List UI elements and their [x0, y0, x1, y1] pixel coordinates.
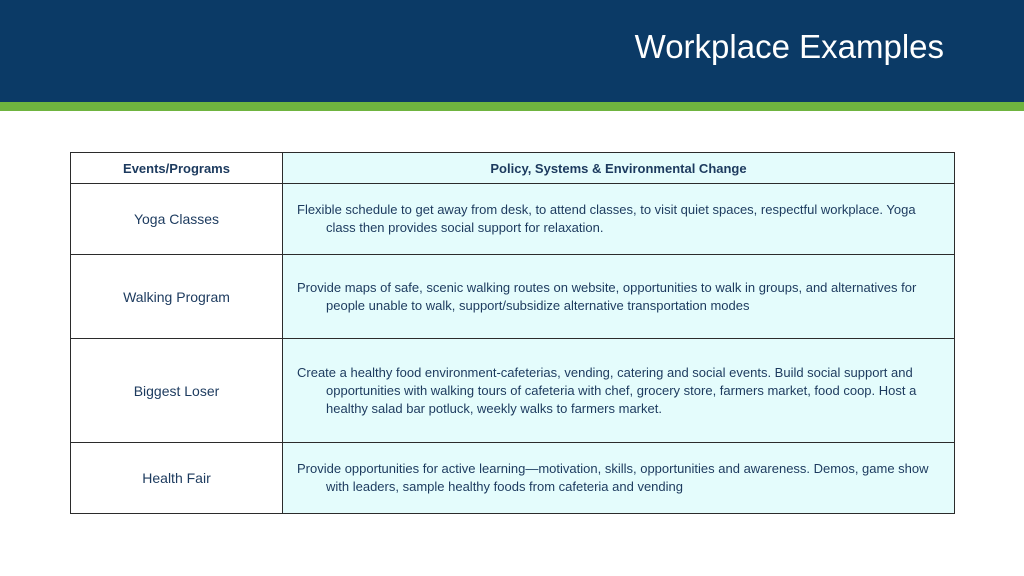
slide-title: Workplace Examples: [634, 28, 944, 65]
event-cell: Health Fair: [71, 443, 283, 514]
policy-text: Create a healthy food environment-cafeterias, vending, catering and social events. Build social support and opportunities with walking tours of cafeteria with chef, grocery store, farmers market, food coop. Host a healthy salad bar potluck, weekly walks to farmers market.: [297, 364, 917, 416]
policy-text: Flexible schedule to get away from desk, to attend classes, to visit quiet spaces, respectful workplace. Yoga class then provides social support for relaxation.: [297, 202, 916, 235]
table-row: [71, 443, 955, 514]
table-row: [71, 184, 955, 255]
examples-table-container: [70, 152, 955, 514]
table-header-row: [71, 153, 955, 184]
policy-text: Provide opportunities for active learning—motivation, skills, opportunities and awareness. Demos, game show with leaders, sample healthy foods from cafeteria and vending: [297, 461, 929, 494]
table-row: [71, 255, 955, 339]
event-cell: Walking Program: [71, 255, 283, 339]
policy-cell: [283, 255, 955, 339]
header-events: Events/Programs: [71, 153, 283, 184]
header-policy: Policy, Systems & Environmental Change: [283, 153, 955, 184]
table-row: [71, 339, 955, 443]
event-cell: Biggest Loser: [71, 339, 283, 443]
event-cell: Yoga Classes: [71, 184, 283, 255]
policy-cell: [283, 339, 955, 443]
slide-header: [0, 0, 1024, 102]
policy-cell: [283, 184, 955, 255]
policy-cell: [283, 443, 955, 514]
policy-text: Provide maps of safe, scenic walking routes on website, opportunities to walk in groups, and alternatives for people unable to walk, support/subsidize alternative transportation modes: [297, 279, 917, 313]
examples-table: [70, 152, 955, 514]
accent-bar: [0, 102, 1024, 111]
